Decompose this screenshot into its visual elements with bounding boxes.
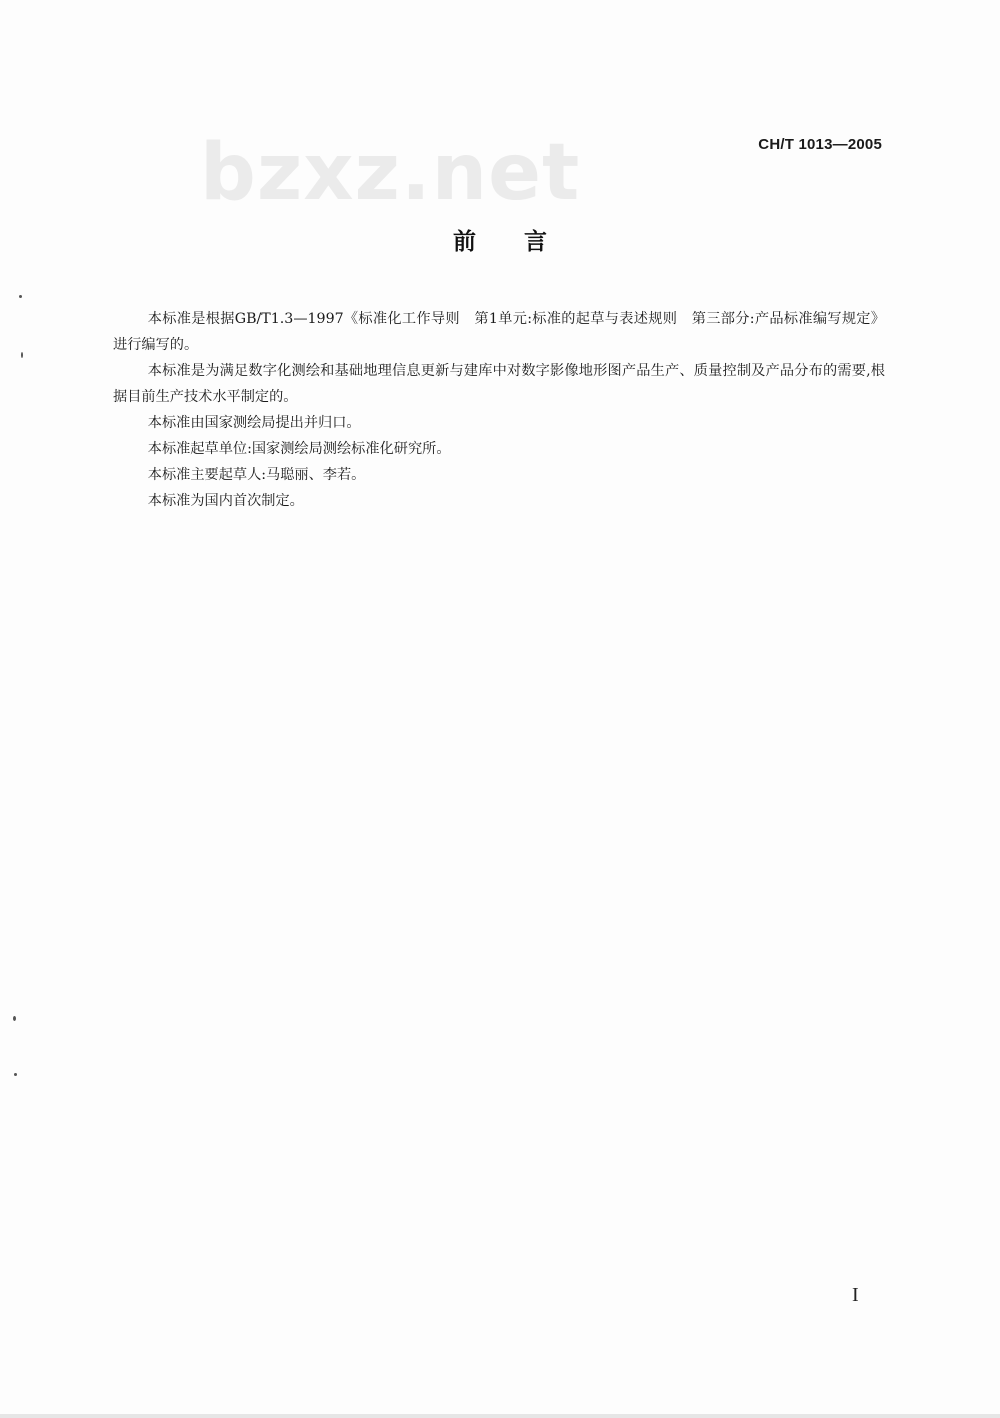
scan-speck: [13, 1016, 16, 1021]
page-bottom-edge: [0, 1414, 1000, 1418]
scan-speck: [14, 1073, 17, 1076]
paragraph: 本标准由国家测绘局提出并归口。: [147, 415, 361, 431]
paragraph: 本标准主要起草人:马聪丽、李若。: [147, 467, 366, 483]
scan-speck: [19, 295, 22, 298]
watermark-logo: bzxz.net: [200, 128, 581, 218]
foreword-body: [113, 306, 885, 514]
document-code: CH/T 1013—2005: [758, 136, 882, 153]
paragraph: 本标准起草单位:国家测绘局测绘标准化研究所。: [147, 441, 451, 457]
scan-speck: [21, 352, 23, 358]
page-title: 前 言: [452, 229, 567, 255]
paragraph: 本标准是为满足数字化测绘和基础地理信息更新与建库中对数字影像地形图产品生产、质量控制及产品分布的需要,根据目前生产技术水平制定的。: [113, 363, 885, 405]
page-number: I: [852, 1284, 859, 1306]
paragraph: 本标准为国内首次制定。: [147, 493, 304, 509]
paragraph: 本标准是根据GB/T1.3—1997《标准化工作导则 第1单元:标准的起草与表述规则 第三部分:产品标准编写规定》进行编写的。: [113, 311, 885, 353]
